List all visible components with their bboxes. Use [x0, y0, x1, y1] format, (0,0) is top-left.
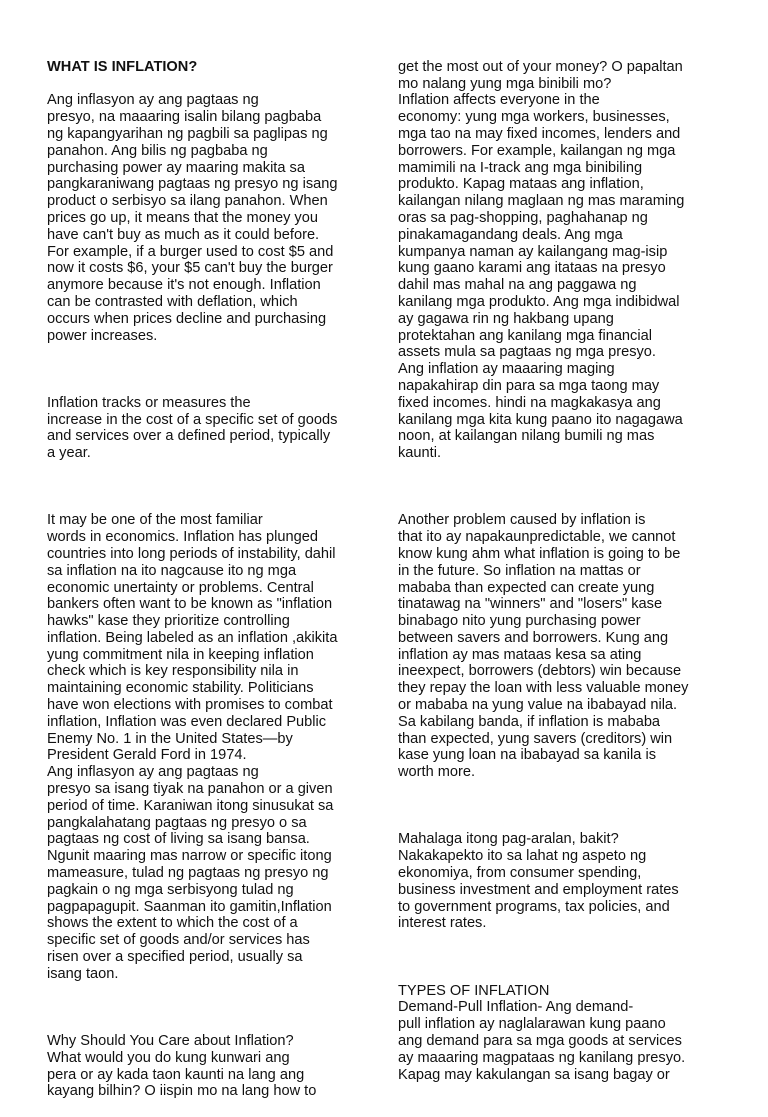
paragraph-gap	[47, 999, 377, 1016]
paragraph-types-of-inflation: TYPES OF INFLATION Demand-Pull Inflation- Ang demand- pull inflation ay naglalarawan kung paano ang demand para sa mga goods at services ay maaaring magpataas ng kanilang presyo. Kapag may kakulangan sa isang bagay or	[398, 982, 686, 1083]
document-heading: WHAT IS INFLATION?	[47, 58, 198, 75]
paragraph-definition: Ang inflasyon ay ang pagtaas ng presyo, na maaaring isalin bilang pagbaba ng kapangyarihan ng pagbili sa paglipas ng panahon. Ang bilis ng pagbaba ng purchasing power ay maaring makita sa pangkaraniwang pagtaas ng presyo ng isang product o serbisyo sa ilang panahon. When prices go up, it means that the money you have can't buy as much as it could before. For example, if a burger used to cost $5 and now it costs $6, your $5 can't buy the burger anymore because it's not enough. Inflation can be contrasted with deflation, which occurs when prices decline and purchasing power increases.	[47, 92, 338, 344]
paragraph-gap	[47, 361, 377, 378]
paragraph-gap	[398, 949, 728, 966]
paragraph-tracking: Inflation tracks or measures the increase in the cost of a specific set of goods and services over a defined period, typically a year.	[47, 394, 338, 462]
paragraph-why-care: Why Should You Care about Inflation? What would you do kung kunwari ang pera or ay kada taon kaunti na lang ang kayang bilhin? O iispin mo na lang how to	[47, 1033, 317, 1100]
paragraph-unpredictable: Another problem caused by inflation is that ito ay napakaunpredictable, we cannot know kung ahm what inflation is going to be in the future. So inflation na mattas or mababa than expected can create yung tinatawag na "winners" and "losers" kase binabago nito yung purchasing power between savers and borrowers. Kung ang inflation ay mas mataas kesa sa ating ineexpect, borrowers (debtors) win because they repay the loan with less valuable money or mababa na yung value na ibabayad nila. Sa kabilang banda, if inflation is mababa than expected, yung savers (creditors) win kase yung loan na ibabayad sa kanila is worth more.	[398, 512, 689, 781]
right-column	[398, 42, 728, 1100]
paragraph-gap	[398, 798, 728, 815]
paragraph-gap	[47, 479, 377, 496]
left-column	[47, 42, 377, 1117]
paragraph-importance: Mahalaga itong pag-aralan, bakit? Nakakapekto ito sa lahat ng aspeto ng ekonomiya, from consumer spending, business investment and employment rates to government programs, tax policies, and interest rates.	[398, 831, 679, 932]
paragraph-economics: It may be one of the most familiar words in economics. Inflation has plunged countries into long periods of instability, dahil sa inflation na ito nagcause ito ng mga economic unertainty or problems. Central bankers often want to be known as "inflation hawks" kase they prioritize controlling inflation. Being labeled as an inflation ,akikita yung commitment nila in keeping inflation check which is key responsibility nila in maintaining economic stability. Politicians have won elections with promises to combat inflation, Inflation was even declared Public Enemy No. 1 in the United States—by President Gerald Ford in 1974. Ang inflasyon ay ang pagtaas ng presyo sa isang tiyak na panahon or a given period of time. Karaniwan itong sinusukat sa pangkalahatang pagtaas ng presyo o sa pagtaas ng cost of living sa isang bansa. Ngunit maaring mas narrow or specific itong mameasure, tulad ng pagtaas ng presyo ng pagkain o ng mga serbisyong tulad ng pagpapagupit. Saanman ito gamitin,Inflation shows the extent to which the cost of a specific set of goods and/or services has risen over a specified period, usually sa isang taon.	[47, 512, 338, 982]
paragraph-gap	[398, 479, 728, 496]
paragraph-affects-everyone: get the most out of your money? O papaltan mo nalang yung mga binibili mo? Inflation affects everyone in the economy: yung mga workers, businesses, mga tao na may fixed incomes, lenders and borrowers. For example, kailangan ng mga mamimili na I-track ang mga binibiling produkto. Kapag mataas ang inflation, kailangan nilang maglaan ng mas maraming oras sa pag-shopping, paghahanap ng pinakamagandang deals. Ang mga kumpanya naman ay kailangang mag-isip kung gaano karami ang itataas na presyo dahil mas mahal na ang paggawa ng kanilang mga produkto. Ang mga indibidwal ay gagawa rin ng hakbang upang protektahan ang kanilang mga financial assets mula sa pagtaas ng mga presyo. Ang inflation ay maaaring maging napakahirap din para sa mga taong may fixed incomes. hindi na magkakasya ang kanilang mga kita kung paano ito nagagawa noon, at kailangan nilang bumili ng mas kaunti.	[398, 58, 685, 462]
